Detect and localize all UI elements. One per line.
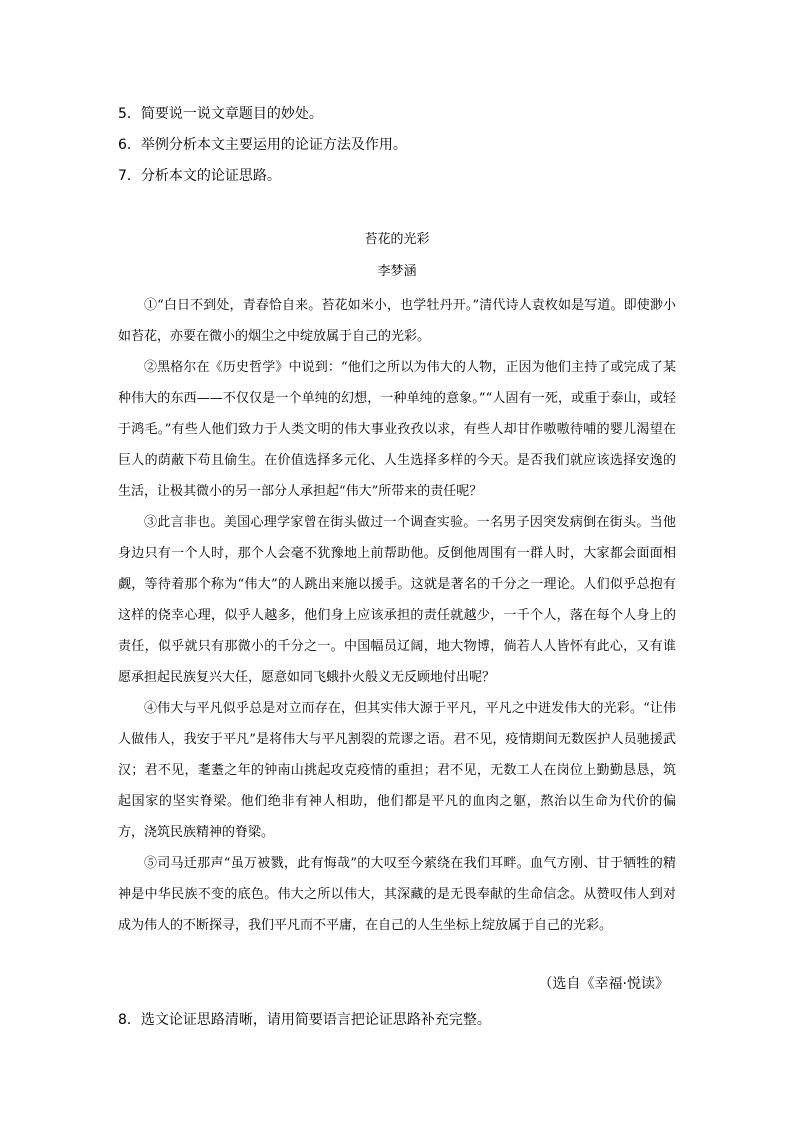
paragraph-4: ④伟大与平凡似乎总是对立而存在，但其实伟大源于平凡，平凡之中迸发伟大的光彩。“让伟人做伟人，我安于平凡”是将伟大与平凡割裂的荒谬之语。君不见，疫情期间无数医护人员驰援武汉；君不见，耄耋之年的钟南山挑起攻克疫情的重担；君不见，无数工人在岗位上勤勤恳恳，筑起国家的坚实脊梁。他们绝非有神人相助，他们都是平凡的血肉之躯，熬治以生命为代价的偏方，浇筑民族精神的脊梁。 — [118, 701, 676, 840]
question-5: 5．简要说一说文章题目的妙处。 — [118, 106, 323, 122]
paragraph-1: ①“白日不到处，青春恰自来。苔花如米小，也学牡丹开。”清代诗人袁枚如是写道。即使渺小如苔花，亦要在微小的烟尘之中绽放属于自己的光彩。 — [118, 298, 676, 344]
question-7: 7．分析本文的论证思路。 — [118, 168, 281, 184]
question-6: 6．举例分析本文主要运用的论证方法及作用。 — [118, 137, 407, 153]
paragraph-3: ③此言非也。美国心理学家曾在街头做过一个调查实验。一名男子因突发病倒在街头。当他身边只有一个人时，那个人会毫不犹豫地上前帮助他。反倒他周围有一群人时，大家都会面面相觑，等待着那个称为“伟大”的人跳出来施以援手。这就是著名的千分之一理论。人们似乎总抱有这样的侥幸心理，似乎人越多，他们身上应该承担的责任就越少，一千个人，落在每个人身上的责任，似乎就只有那微小的千分之一。中国幅员辽阔，地大物博，倘若人人皆怀有此心，又有谁愿承担起民族复兴大任，愿意如同飞蛾扑火般义无反顾地付出呢？ — [118, 515, 676, 685]
article-title: 苔花的光彩 — [364, 232, 430, 247]
article-author: 李梦涵 — [377, 264, 417, 279]
article-body — [118, 290, 676, 941]
paragraph-2: ②黑格尔在《历史哲学》中说到：“他们之所以为伟大的人物，正因为他们主持了或完成了某种伟大的东西——不仅仅是一个单纯的幻想，一种单纯的意象。”“人固有一死，或重于泰山，或轻于鸿毛。”有些人他们致力于人类文明的伟大事业孜孜以求，有些人却甘作嗷嗷待哺的婴儿渴望在巨人的荫蔽下苟且偷生。在价值选择多元化、人生选择多样的今天。是否我们就应该选择安逸的生活，让极其微小的另一部分人承担起“伟大”所带来的责任呢？ — [118, 360, 676, 499]
article-source: （选自《幸福·悦读》 — [538, 976, 669, 992]
paragraph-5: ⑤司马迁那声“虽万被戮，此有悔哉”的大叹至今萦绕在我们耳畔。血气方刚、甘于牺牲的精神是中华民族不变的底色。伟大之所以伟大，其深藏的是无畏奉献的生命信念。从赞叹伟人到对成为伟人的不断探寻，我们平凡而不平庸，在自己的人生坐标上绽放属于自己的光彩。 — [118, 856, 676, 933]
question-8: 8．选文论证思路清晰，请用简要语言把论证思路补充完整。 — [118, 1012, 491, 1028]
